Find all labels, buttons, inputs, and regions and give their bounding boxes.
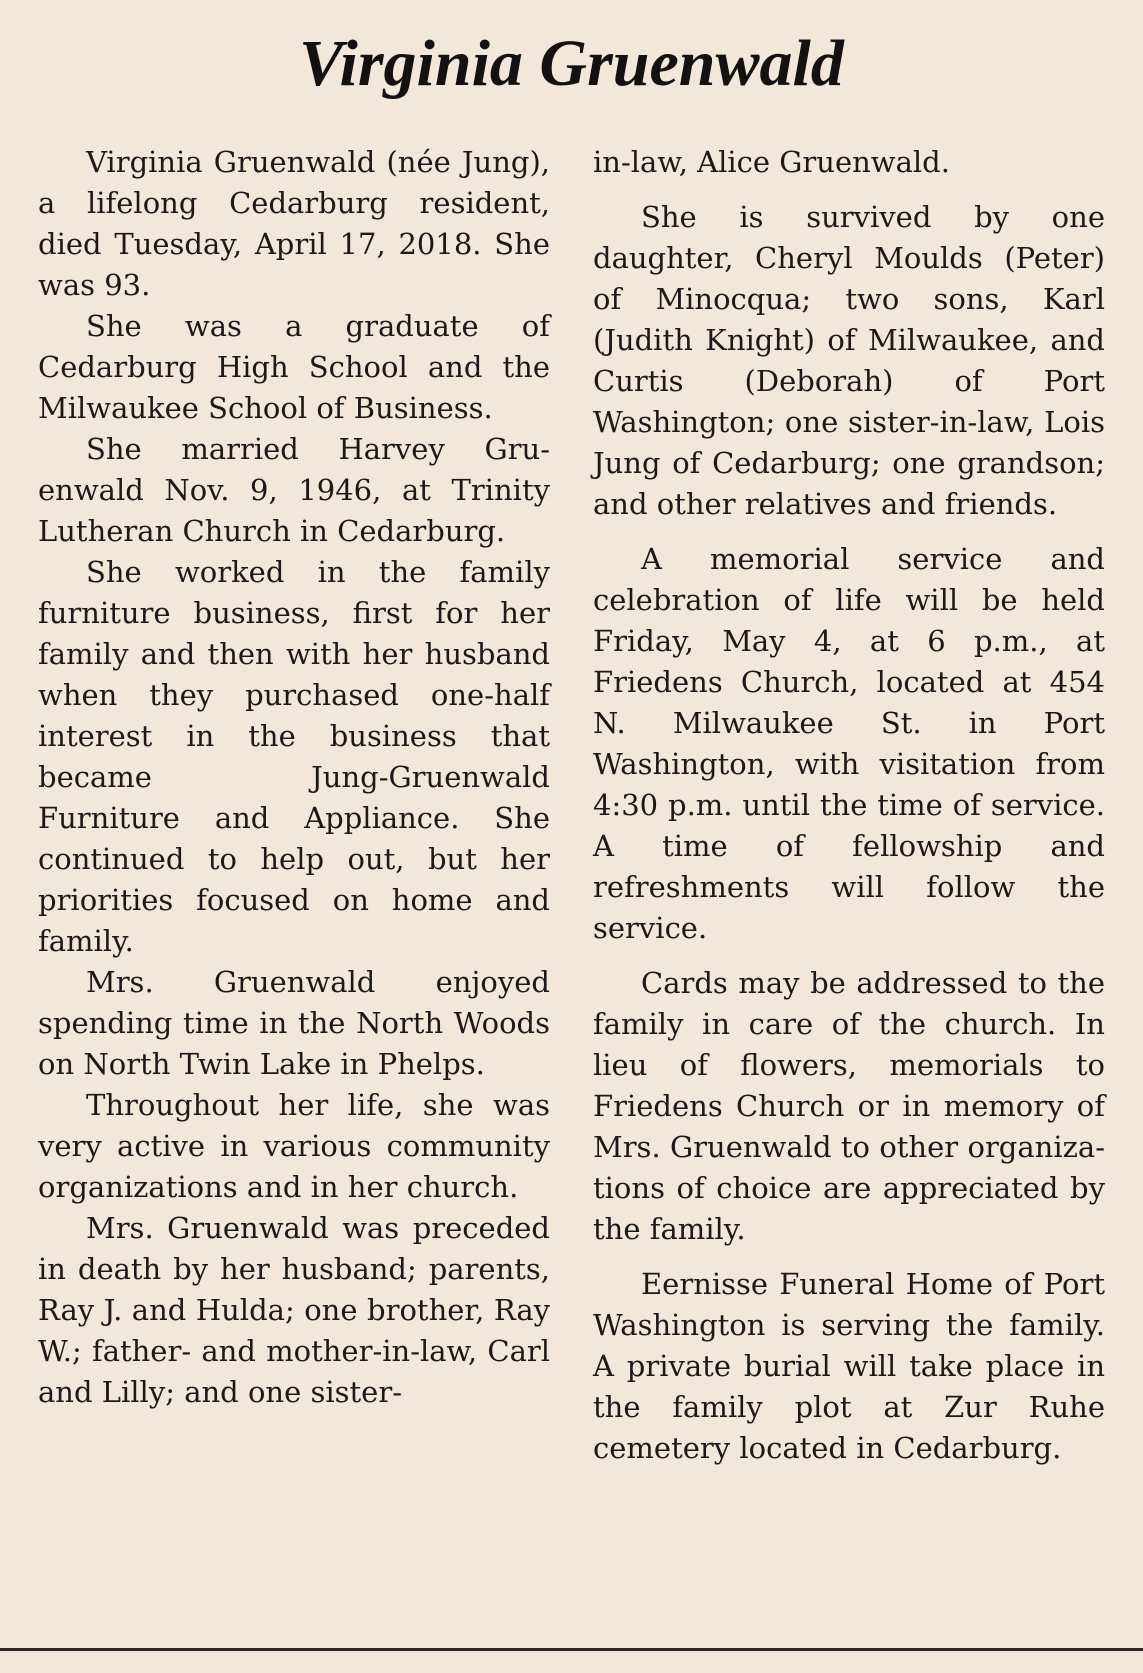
paragraph-marriage: She married Harvey Gruenwald Nov. 9, 1946, at Trinity Lutheran Church in Cedarburg. bbox=[38, 432, 550, 548]
paragraph-survivors: She is survived by one daughter, Cheryl Moulds (Peter) of Minocqua; two sons, Karl (Judith Knight) of Milwaukee, and Curtis (Deborah) of Port Washington; one sister-in-law, Lois Jung of Cedarburg; one grandson; and other relatives and friends. bbox=[593, 200, 1105, 521]
obituary-body bbox=[38, 142, 1105, 1469]
paragraph-preceded-in-death: Mrs. Gruenwald was preceded in death by her husband; parents, Ray J. and Hulda; one brother, Ray W.; father- and mother-in-law, Carl and Lilly; and one sister- bbox=[38, 1211, 550, 1409]
paragraph-community: Throughout her life, she was very active in various community organizations and in her church. bbox=[38, 1088, 550, 1204]
paragraph-education: She was a graduate of Cedarburg High School and the Milwaukee School of Business. bbox=[38, 309, 550, 425]
paragraph-death-notice: Virginia Gruenwald (née Jung), a lifelong Cedarburg resident, died Tuesday, April 17, 2018. She was 93. bbox=[38, 145, 550, 302]
bottom-rule bbox=[0, 1648, 1143, 1651]
right-column bbox=[593, 142, 1105, 1469]
paragraph-funeral-home: Eernisse Funeral Home of Port Washington is serving the family. A private burial will take place in the family plot at Zur Ruhe cemetery located in Cedarburg. bbox=[593, 1267, 1105, 1465]
paragraph-preceded-continued: in-law, Alice Gruenwald. bbox=[593, 145, 950, 179]
paragraph-cards-memorials: Cards may be addressed to the family in care of the church. In lieu of flowers, memorials to Friedens Church or in memory of Mrs. Gruenwald to other organizations of choice are appreciated by the family. bbox=[593, 966, 1105, 1246]
paragraph-memorial-service: A memorial service and celebration of life will be held Friday, May 4, at 6 p.m., at Friedens Church, located at 454 N. Milwaukee St. in Port Washington, with visitation from 4:30 p.m. until the time of service. A time of fellowship and refreshments will follow the service. bbox=[593, 542, 1105, 945]
left-column bbox=[38, 142, 550, 1469]
paragraph-north-woods: Mrs. Gruenwald enjoyed spending time in the North Woods on North Twin Lake in Phelps. bbox=[38, 965, 550, 1081]
paragraph-career: She worked in the family furniture business, first for her family and then with her husband when they purchased one-half interest in the business that became Jung-Gruenwald Furniture and Appliance. She continued to help out, but her priorities focused on home and family. bbox=[38, 555, 550, 958]
obituary-headline: Virginia Gruenwald bbox=[299, 27, 844, 100]
